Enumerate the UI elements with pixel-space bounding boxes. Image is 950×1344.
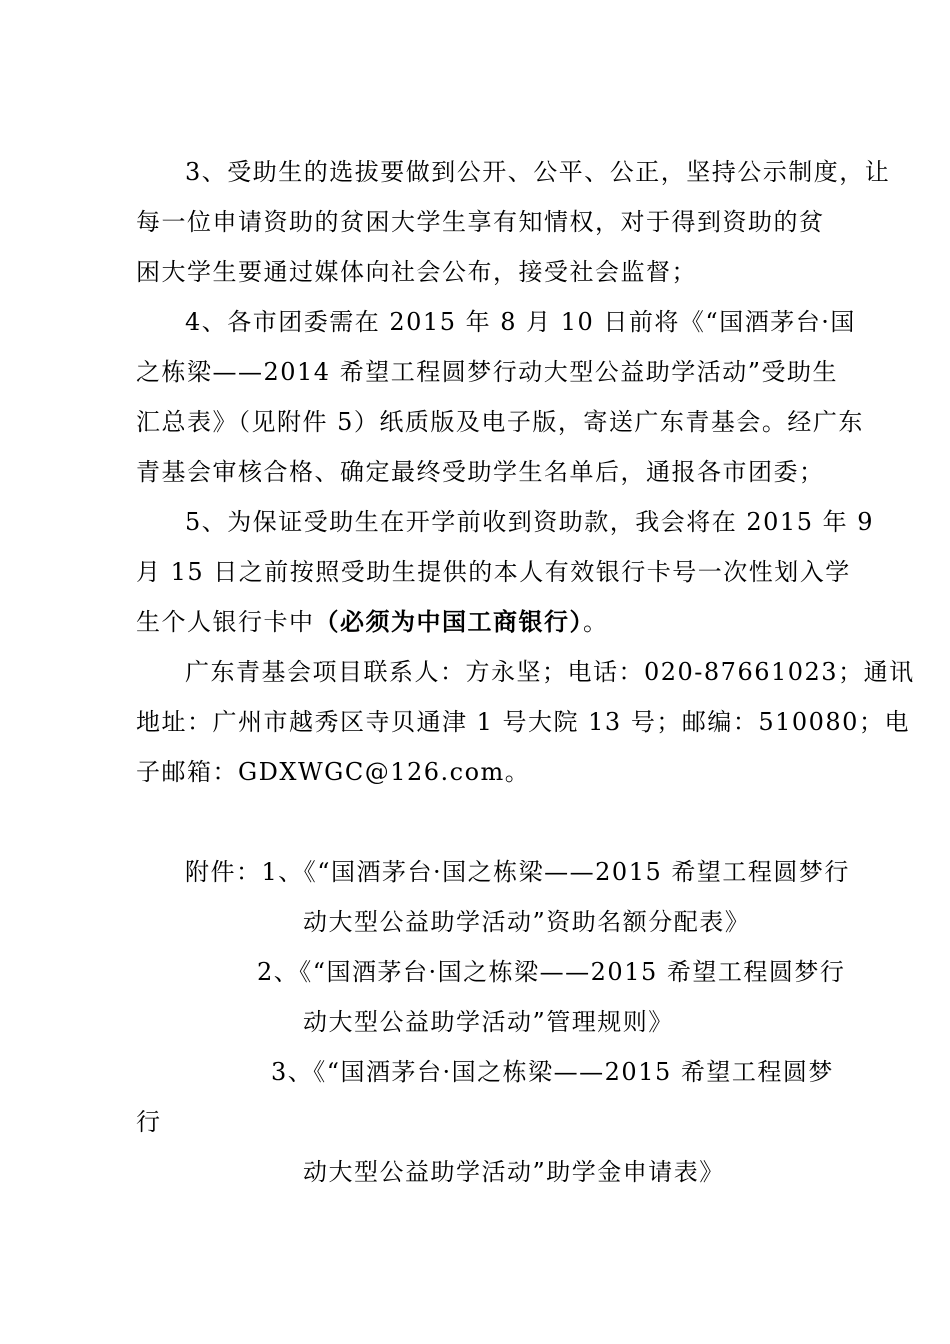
contact-line-2: 地址：广州市越秀区寺贝通津 1 号大院 13 号；邮编：510080；电 xyxy=(136,708,910,736)
paragraph-5-line-3-suffix: 。 xyxy=(583,608,609,636)
paragraph-4-line-4: 青基会审核合格、确定最终受助学生名单后，通报各市团委； xyxy=(136,458,825,486)
paragraph-5-line-3 xyxy=(136,605,609,639)
attachment-3-line-1: 3、《“国酒茅台·国之栋梁——2015 希望工程圆梦 xyxy=(271,1058,834,1086)
paragraph-5-line-3-prefix: 生个人银行卡中 xyxy=(136,608,315,636)
paragraph-4-line-1: 4、各市团委需在 2015 年 8 月 10 日前将《“国酒茅台·国 xyxy=(185,308,856,336)
paragraph-4-line-2: 之栋梁——2014 希望工程圆梦行动大型公益助学活动”受助生 xyxy=(136,358,838,386)
paragraph-4-line-3: 汇总表》（见附件 5）纸质版及电子版，寄送广东青基会。经广东 xyxy=(136,408,864,436)
attachment-2-line-2: 动大型公益助学活动”管理规则》 xyxy=(303,1008,674,1036)
attachment-3-line-2: 行 xyxy=(136,1108,162,1136)
paragraph-3-line-2: 每一位申请资助的贫困大学生享有知情权，对于得到资助的贫 xyxy=(136,208,825,236)
attachment-2-line-1: 2、《“国酒茅台·国之栋梁——2015 希望工程圆梦行 xyxy=(257,958,846,986)
paragraph-3-line-1: 3、受助生的选拔要做到公开、公平、公正，坚持公示制度，让 xyxy=(185,158,891,186)
attachment-1-line-2: 动大型公益助学活动”资助名额分配表》 xyxy=(303,908,751,936)
attachment-1-line-1: 附件：1、《“国酒茅台·国之栋梁——2015 希望工程圆梦行 xyxy=(185,858,850,886)
contact-line-3: 子邮箱：GDXWGC@126.com。 xyxy=(136,758,531,786)
paragraph-3-line-3: 困大学生要通过媒体向社会公布，接受社会监督； xyxy=(136,258,697,286)
bank-requirement-emphasis: （必须为中国工商银行） xyxy=(314,608,583,636)
attachment-3-line-3: 动大型公益助学活动”助学金申请表》 xyxy=(303,1158,725,1186)
contact-line-1: 广东青基会项目联系人：方永坚；电话：020-87661023；通讯 xyxy=(185,658,915,686)
paragraph-5-line-1: 5、为保证受助生在开学前收到资助款，我会将在 2015 年 9 xyxy=(185,508,875,536)
paragraph-5-line-2: 月 15 日之前按照受助生提供的本人有效银行卡号一次性划入学 xyxy=(136,558,851,586)
